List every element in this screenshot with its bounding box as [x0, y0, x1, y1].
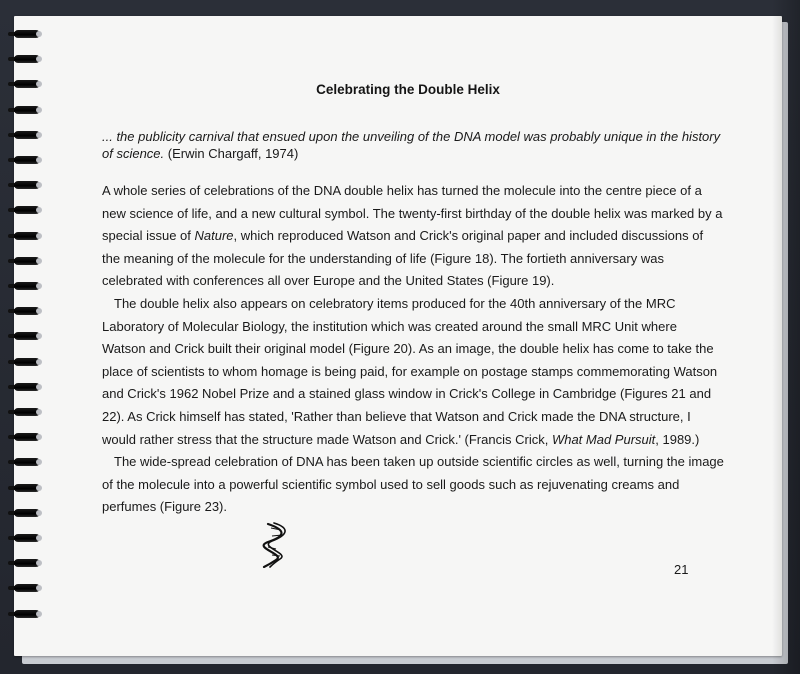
epigraph-quote: ... the publicity carnival that ensued upon the unveiling of the DNA model was probably unique in the history of science. [102, 129, 721, 161]
binding-coil [8, 80, 40, 89]
binding-coil [8, 509, 40, 518]
binding-coil [8, 559, 40, 568]
double-helix-icon [262, 522, 292, 568]
binding-coil [8, 610, 40, 619]
binding-coil [8, 55, 40, 64]
right-edge-shade [772, 0, 800, 674]
binding-coil [8, 383, 40, 392]
binding-coil [8, 307, 40, 316]
binding-coil [8, 106, 40, 115]
page-title: Celebrating the Double Helix [316, 82, 500, 97]
binding-coil [8, 332, 40, 341]
binding-coil [8, 433, 40, 442]
binding-coil [8, 156, 40, 165]
epigraph-attribution: (Erwin Chargaff, 1974) [167, 146, 299, 161]
paragraph-1 [102, 180, 724, 293]
body-text [102, 180, 724, 519]
binding-coil [8, 358, 40, 367]
spiral-binding [8, 30, 42, 650]
paragraph-2-text-a: The double helix also appears on celebratory items produced for the 40th anniversary of the MRC Laboratory of Molecular Biology, the institution which was created around the small MRC Unit where Watson and Crick built their original model (Figure 20). As an image, the double helix has come to take the place of scientists to whom homage is being paid, for example on postage stamps commemorating Watson and Crick's 1962 Nobel Prize and a stained glass window in Crick's College in Cambridge (Figures 21 and 22). As Crick himself has stated, 'Rather than believe that Watson and Crick made the DNA structure, I would rather stress that the structure made Watson and Crick.' (Francis Crick, [102, 295, 718, 447]
paragraph-2-text-b: , 1989.) [655, 431, 700, 447]
binding-coil [8, 206, 40, 215]
paragraph-1-italic: Nature [194, 228, 234, 244]
page-number: 21 [674, 562, 689, 577]
paragraph-3-text: The wide-spread celebration of DNA has been taken up outside scientific circles as well, turning the image of the molecule into a powerful scientific symbol used to sell goods such as rejuvenating creams and perfumes (Figure 23). [102, 454, 724, 515]
binding-coil [8, 408, 40, 417]
paragraph-2 [102, 293, 724, 451]
binding-coil [8, 257, 40, 266]
binding-coil [8, 181, 40, 190]
binding-coil [8, 232, 40, 241]
binding-coil [8, 534, 40, 543]
paragraph-3 [102, 451, 724, 519]
paragraph-1-text-b: , which reproduced Watson and Crick's original paper and included discussions of the meaning of the molecule for the understanding of life (Figure 18). The fortieth anniversary was celebrated with conferences all over Europe and the United States (Figure 19). [102, 228, 704, 289]
epigraph [102, 128, 732, 162]
binding-coil [8, 131, 40, 140]
binding-coil [8, 584, 40, 593]
binding-coil [8, 458, 40, 467]
binding-coil [8, 282, 40, 291]
binding-coil [8, 484, 40, 493]
paragraph-2-italic: What Mad Pursuit [551, 431, 656, 447]
paragraph-1-text-a: A whole series of celebrations of the DNA double helix has turned the molecule into the centre piece of a new science of life, and a new cultural symbol. The twenty-first birthday of the double helix was marked by a special issue of [102, 183, 723, 244]
binding-coil [8, 30, 40, 39]
